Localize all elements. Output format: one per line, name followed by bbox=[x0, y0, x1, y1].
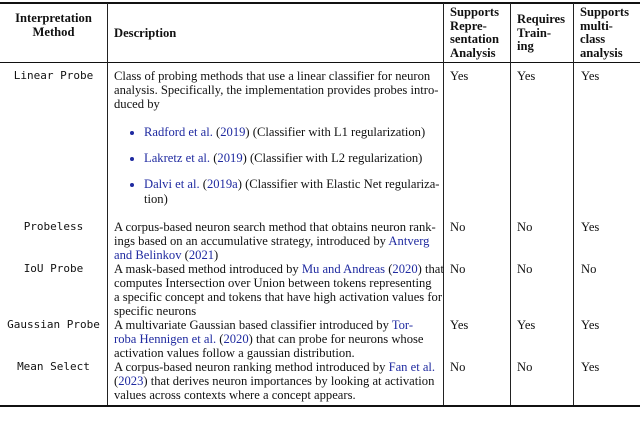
description-text: ) bbox=[214, 248, 219, 262]
citation-link[interactable]: 2021 bbox=[188, 248, 215, 262]
multiclass-value: Yes bbox=[581, 69, 600, 83]
top-rule bbox=[0, 2, 640, 4]
training-value: Yes bbox=[517, 318, 536, 332]
description-text: ( bbox=[181, 248, 189, 262]
description-text: ( bbox=[216, 332, 224, 346]
citation-link[interactable]: 2023 bbox=[118, 374, 144, 388]
multiclass-value: Yes bbox=[581, 318, 600, 332]
description-text: A mask-based method introduced by bbox=[114, 262, 302, 276]
header-line: Supports bbox=[450, 5, 499, 19]
column-divider bbox=[107, 3, 108, 405]
training-value: No bbox=[517, 220, 533, 234]
multiclass-value: No bbox=[581, 262, 597, 276]
header-line: Repre- bbox=[450, 18, 487, 33]
representation-value: Yes bbox=[450, 69, 469, 83]
method-name: Linear Probe bbox=[13, 69, 94, 82]
description-line bbox=[114, 360, 435, 374]
description-line bbox=[114, 290, 442, 304]
citation-link[interactable]: Mu and Andreas bbox=[301, 262, 386, 276]
description-text: ) (Classifier with Elastic Net regulariza- bbox=[237, 177, 440, 191]
header-line: Train- bbox=[517, 25, 552, 40]
description-text: tion) bbox=[144, 192, 168, 206]
header-line: analysis bbox=[580, 45, 623, 60]
description-text: Class of probing methods that use a linear classifier for neuron bbox=[114, 69, 431, 83]
description-line bbox=[114, 69, 430, 83]
header-line: Supports bbox=[580, 5, 629, 19]
citation-link[interactable]: 2019 bbox=[220, 125, 246, 139]
representation-value: No bbox=[450, 220, 466, 234]
header-description: Description bbox=[114, 26, 177, 40]
description-text: computes Intersection over Union between tokens representing bbox=[114, 276, 432, 290]
bullet-icon bbox=[130, 183, 134, 187]
description-text: ) that derives neuron importances by looking at activation bbox=[143, 374, 435, 388]
description-text: A corpus-based neuron ranking method introduced by bbox=[114, 360, 389, 374]
column-divider bbox=[510, 3, 511, 405]
description-line bbox=[144, 192, 168, 206]
description-text: ( bbox=[199, 177, 207, 191]
citation-link[interactable]: Antverg bbox=[388, 234, 430, 248]
description-line bbox=[114, 234, 429, 248]
description-text: ( bbox=[212, 125, 221, 139]
description-text: ) (Classifier with L2 regularization) bbox=[242, 151, 423, 165]
description-line bbox=[114, 97, 160, 111]
method-name: Mean Select bbox=[17, 360, 90, 373]
training-value: No bbox=[517, 360, 533, 374]
description-line bbox=[144, 151, 422, 165]
description-line bbox=[114, 262, 444, 276]
header-line: Method bbox=[32, 24, 75, 39]
representation-value: No bbox=[450, 262, 466, 276]
header-representation bbox=[450, 6, 499, 60]
citation-link[interactable]: Tor- bbox=[391, 318, 414, 332]
description-text: ) that bbox=[417, 262, 444, 276]
bottom-rule bbox=[0, 405, 640, 407]
multiclass-value: Yes bbox=[581, 360, 600, 374]
description-text: ( bbox=[210, 151, 218, 165]
description-text: specific neurons bbox=[114, 304, 197, 318]
training-value: No bbox=[517, 262, 533, 276]
description-line bbox=[114, 304, 196, 318]
header-multiclass bbox=[580, 6, 629, 60]
citation-link[interactable]: roba Hennigen et al. bbox=[114, 332, 217, 346]
representation-value: Yes bbox=[450, 318, 469, 332]
citation-link[interactable]: Lakretz et al. bbox=[144, 151, 211, 165]
description-text: analysis. Specifically, the implementation provides probes intro- bbox=[114, 83, 439, 97]
representation-value: No bbox=[450, 360, 466, 374]
header-line: sentation bbox=[450, 32, 499, 46]
description-text: ( bbox=[385, 262, 393, 276]
description-text: ( bbox=[114, 374, 119, 388]
header-line: Requires bbox=[517, 12, 566, 26]
description-line bbox=[114, 276, 432, 290]
description-text: values across contexts where a concept appears. bbox=[114, 388, 356, 402]
description-text: ) that can probe for neurons whose bbox=[248, 332, 424, 346]
description-text: A multivariate Gaussian based classifier introduced by bbox=[114, 318, 392, 332]
description-text: ) (Classifier with L1 regularization) bbox=[245, 125, 426, 139]
header-line: Analysis bbox=[450, 45, 496, 60]
header-line: Interpretation bbox=[15, 11, 92, 25]
citation-link[interactable]: and Belinkov bbox=[114, 248, 182, 262]
header-rule bbox=[0, 62, 640, 63]
method-name: Gaussian Probe bbox=[7, 318, 100, 331]
description-text: A corpus-based neuron search method that obtains neuron rank- bbox=[114, 220, 436, 234]
header-method bbox=[0, 12, 107, 39]
citation-link[interactable]: 2020 bbox=[392, 262, 418, 276]
citation-link[interactable]: Radford et al. bbox=[144, 125, 213, 139]
method-name: Probeless bbox=[23, 220, 84, 233]
bullet-icon bbox=[130, 131, 134, 135]
header-line: ing bbox=[517, 39, 534, 53]
header-line: multi- bbox=[580, 18, 613, 33]
description-line bbox=[144, 125, 425, 139]
description-line bbox=[114, 374, 434, 388]
column-divider bbox=[443, 3, 444, 405]
citation-link[interactable]: 2019 bbox=[217, 151, 243, 165]
description-text: duced by bbox=[114, 97, 160, 111]
description-line bbox=[114, 248, 218, 262]
description-line bbox=[114, 388, 356, 402]
description-line bbox=[114, 83, 438, 97]
citation-link[interactable]: 2020 bbox=[223, 332, 249, 346]
multiclass-value: Yes bbox=[581, 220, 600, 234]
citation-link[interactable]: Dalvi et al. bbox=[144, 177, 200, 191]
column-divider bbox=[573, 3, 574, 405]
bullet-icon bbox=[130, 157, 134, 161]
header-line: class bbox=[580, 32, 606, 46]
training-value: Yes bbox=[517, 69, 536, 83]
description-text: a specific concept and tokens that have high activation values for bbox=[114, 290, 443, 304]
description-line bbox=[114, 318, 413, 332]
description-line bbox=[114, 346, 355, 360]
description-line bbox=[144, 177, 440, 191]
description-line bbox=[114, 220, 436, 234]
header-training bbox=[517, 13, 565, 54]
description-line bbox=[114, 332, 424, 346]
description-text: ings based on an accumulative strategy, introduced by bbox=[114, 234, 389, 248]
method-name: IoU Probe bbox=[23, 262, 84, 275]
citation-link[interactable]: Fan et al. bbox=[388, 360, 436, 374]
citation-link[interactable]: 2019a bbox=[206, 177, 238, 191]
description-text: activation values follow a gaussian distribution. bbox=[114, 346, 355, 360]
